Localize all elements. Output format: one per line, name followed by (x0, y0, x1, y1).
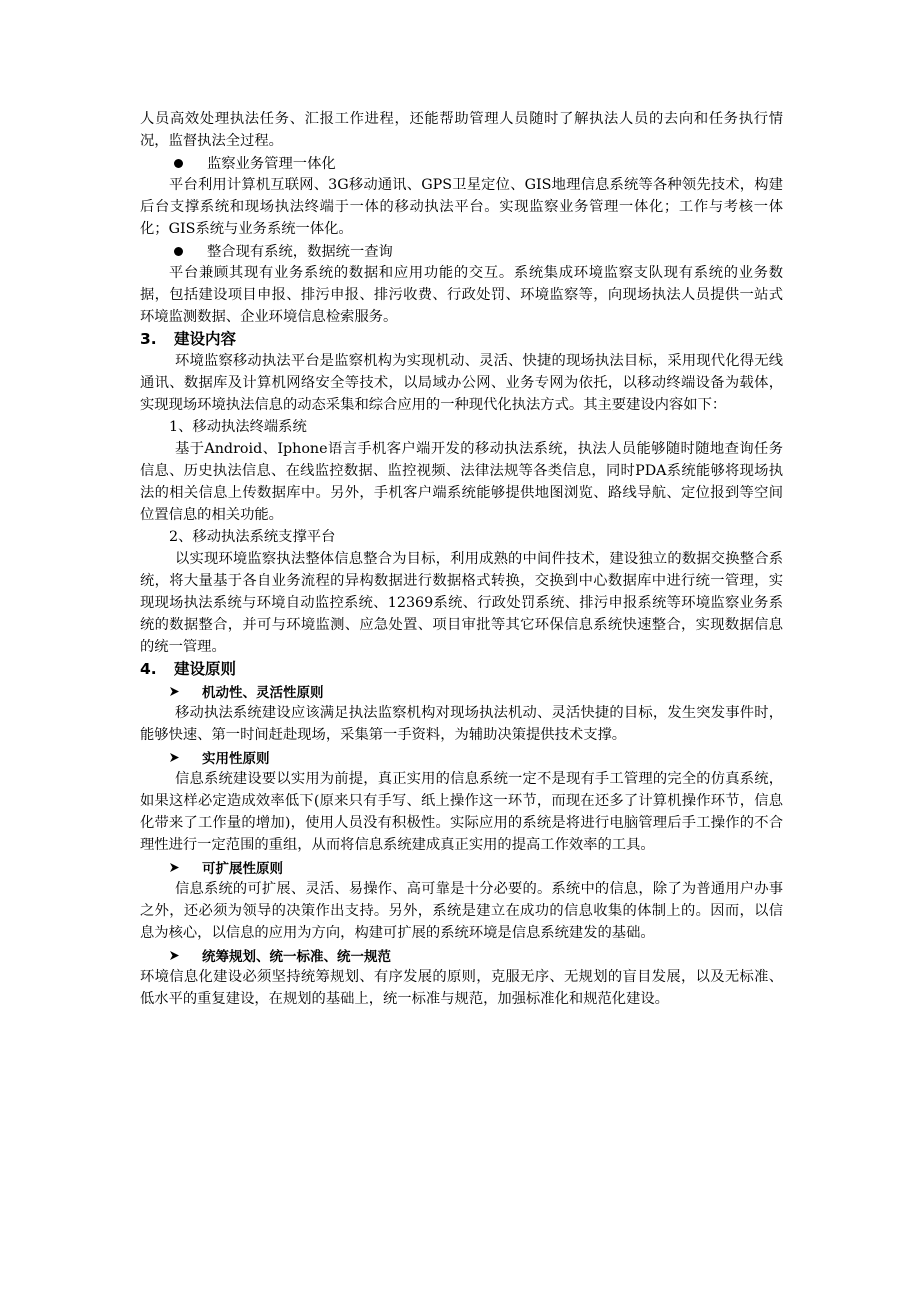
paragraph: 平台利用计算机互联网、3G移动通讯、GPS卫星定位、GIS地理信息系统等各种领先技术，构建后台支撑系统和现场执法终端于一体的移动执法平台。实现监察业务管理一体化；工作与考核一体化；GIS系统与业务系统一体化。 (140, 177, 783, 237)
paragraph: 基于Android、Iphone语言手机客户端开发的移动执法系统，执法人员能够随时随地查询任务信息、历史执法信息、在线监控数据、监控视频、法律法规等各类信息，同时PDA系统能够将现场执法的相关信息上传数据库中。另外，手机客户端系统能够提供地图浏览、路线导航、定位报到等空间位置信息的相关功能。 (140, 441, 783, 523)
section-heading (140, 658, 783, 680)
principle-title: 机动性、灵活性原则 (202, 685, 324, 701)
arrow-bullet-icon (169, 686, 202, 697)
paragraph: 人员高效处理执法任务、汇报工作进程，还能帮助管理人员随时了解执法人员的去向和任务执行情况，监督执法全过程。 (140, 111, 783, 149)
principle-title: 实用性原则 (202, 751, 270, 767)
principle-heading (140, 944, 783, 966)
arrow-bullet-icon (169, 950, 202, 961)
bullet-text: 监察业务管理一体化 (207, 156, 336, 172)
arrow-bullet-icon (169, 752, 202, 763)
paragraph: 环境信息化建设必须坚持统筹规划、有序发展的原则，克服无序、无规划的盲目发展，以及无标准、低水平的重复建设，在规划的基础上，统一标准与规范，加强标准化和规范化建设。 (140, 969, 783, 1007)
section-heading (140, 328, 783, 350)
document-page (140, 108, 783, 1010)
paragraph: 环境监察移动执法平台是监察机构为实现机动、灵活、快捷的现场执法目标，采用现代化得无线通讯、数据库及计算机网络安全等技术，以局域办公网、业务专网为依托，以移动终端设备为载体，实现现场环境执法信息的动态采集和综合应用的一种现代化执法方式。其主要建设内容如下： (140, 353, 783, 413)
bullet-dot-icon (174, 159, 183, 168)
bullet-text: 整合现有系统，数据统一查询 (207, 244, 393, 260)
principle-title: 可扩展性原则 (202, 861, 283, 877)
subheading: 1、移动执法终端系统 (169, 419, 307, 435)
section-title: 建设内容 (174, 330, 237, 348)
paragraph: 以实现环境监察执法整体信息整合为目标，利用成熟的中间件技术，建设独立的数据交换整合系统，将大量基于各自业务流程的异构数据进行数据格式转换，交换到中心数据库中进行统一管理，实现现场执法系统与环境自动监控系统、12369系统、行政处罚系统、排污申报系统等环境监察业务系统的数据整合，并可与环境监测、应急处置、项目审批等其它环保信息系统快速整合，实现数据信息的统一管理。 (140, 551, 783, 655)
section-title: 建设原则 (174, 660, 237, 678)
principle-title: 统筹规划、统一标准、统一规范 (202, 949, 391, 965)
bullet-dot-icon (174, 247, 183, 256)
section-number: 3. (140, 330, 157, 348)
paragraph: 信息系统建设要以实用为前提，真正实用的信息系统一定不是现有手工管理的完全的仿真系统，如果这样必定造成效率低下(原来只有手写、纸上操作这一环节，而现在还多了计算机操作环节，信息化带来了工作量的增加)，使用人员没有积极性。实际应用的系统是将进行电脑管理后手工操作的不合理性进行一定范围的重组，从而将信息系统建成真正实用的提高工作效率的工具。 (140, 771, 783, 853)
principle-heading (140, 856, 783, 878)
arrow-bullet-icon (169, 862, 202, 873)
paragraph: 平台兼顾其现有业务系统的数据和应用功能的交互。系统集成环境监察支队现有系统的业务数据，包括建设项目申报、排污申报、排污收费、行政处罚、环境监察等，向现场执法人员提供一站式环境监测数据、企业环境信息检索服务。 (140, 265, 783, 325)
section-number: 4. (140, 660, 157, 678)
bullet-item (140, 240, 783, 262)
bullet-item (140, 152, 783, 174)
principle-heading (140, 746, 783, 768)
paragraph: 信息系统的可扩展、灵活、易操作、高可靠是十分必要的。系统中的信息，除了为普通用户办事之外，还必须为领导的决策作出支持。另外，系统是建立在成功的信息收集的体制上的。因而，以信息为核心，以信息的应用为方向，构建可扩展的系统环境是信息系统建发的基础。 (140, 881, 783, 941)
principle-heading (140, 680, 783, 702)
paragraph: 移动执法系统建设应该满足执法监察机构对现场执法机动、灵活快捷的目标，发生突发事件时，能够快速、第一时间赶赴现场，采集第一手资料，为辅助决策提供技术支撑。 (140, 705, 783, 743)
subheading: 2、移动执法系统支撑平台 (169, 529, 336, 545)
